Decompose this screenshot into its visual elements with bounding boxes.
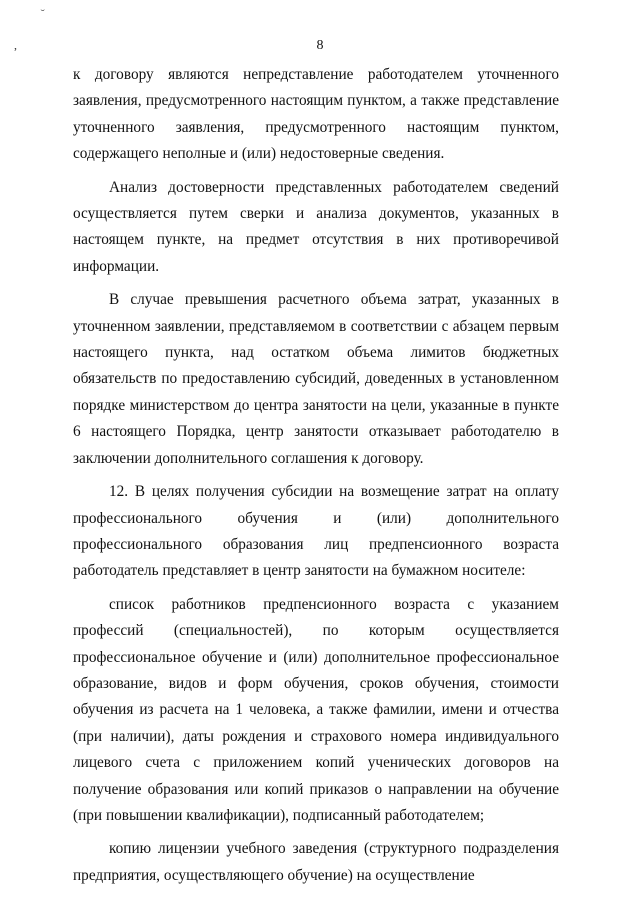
paragraph: В случае превышения расчетного объема затрат, указанных в уточненном заявлении, представляемом в соответствии с абзацем первым настоящего пункта, над остатком объема лимитов бюджетных обязательств по предоставлению субсидий, доведенных в установленном порядке министерством до центра занятости на цели, указанные в пункте 6 настоящего Порядка, центр занятости отказывает работодателю в заключении дополнительного соглашения к договору. <box>73 291 559 467</box>
paragraph: копию лицензии учебного заведения (структурного подразделения предприятия, осуществляющего обучение) на осуществление <box>73 840 559 884</box>
document-body <box>73 62 559 889</box>
paragraph: список работников предпенсионного возраста с указанием профессий (специальностей), по которым осуществляется профессиональное обучение и (или) дополнительное профессиональное образование, видов и форм обучения, сроков обучения, стоимости обучения из расчета на 1 человека, а также фамилии, имени и отчества (при наличии), даты рождения и страхового номера индивидуального лицевого счета с приложением копий ученических договоров на получение образования или копий приказов о направлении на обучение (при повышении квалификации), подписанный работодателем; <box>73 595 559 824</box>
page-number: 8 <box>316 38 324 53</box>
paragraph: 12. В целях получения субсидии на возмещение затрат на оплату профессионального обучения и (или) дополнительного профессионального образования лиц предпенсионного возраста работодатель представляет в центр занятости на бумажном носителе: <box>73 483 559 580</box>
scan-mark: , <box>14 38 17 52</box>
paragraph: Анализ достоверности представленных работодателем сведений осуществляется путем сверки и анализа документов, указанных в настоящем пункте, на предмет отсутствия в них противоречивой информации. <box>73 178 559 275</box>
paragraph: к договору являются непредставление работодателем уточненного заявления, предусмотренного настоящим пунктом, а также представление уточненного заявления, предусмотренного настоящим пунктом, содержащего неполные и (или) недостоверные сведения. <box>73 66 559 163</box>
scan-mark: ˇ <box>40 9 45 20</box>
